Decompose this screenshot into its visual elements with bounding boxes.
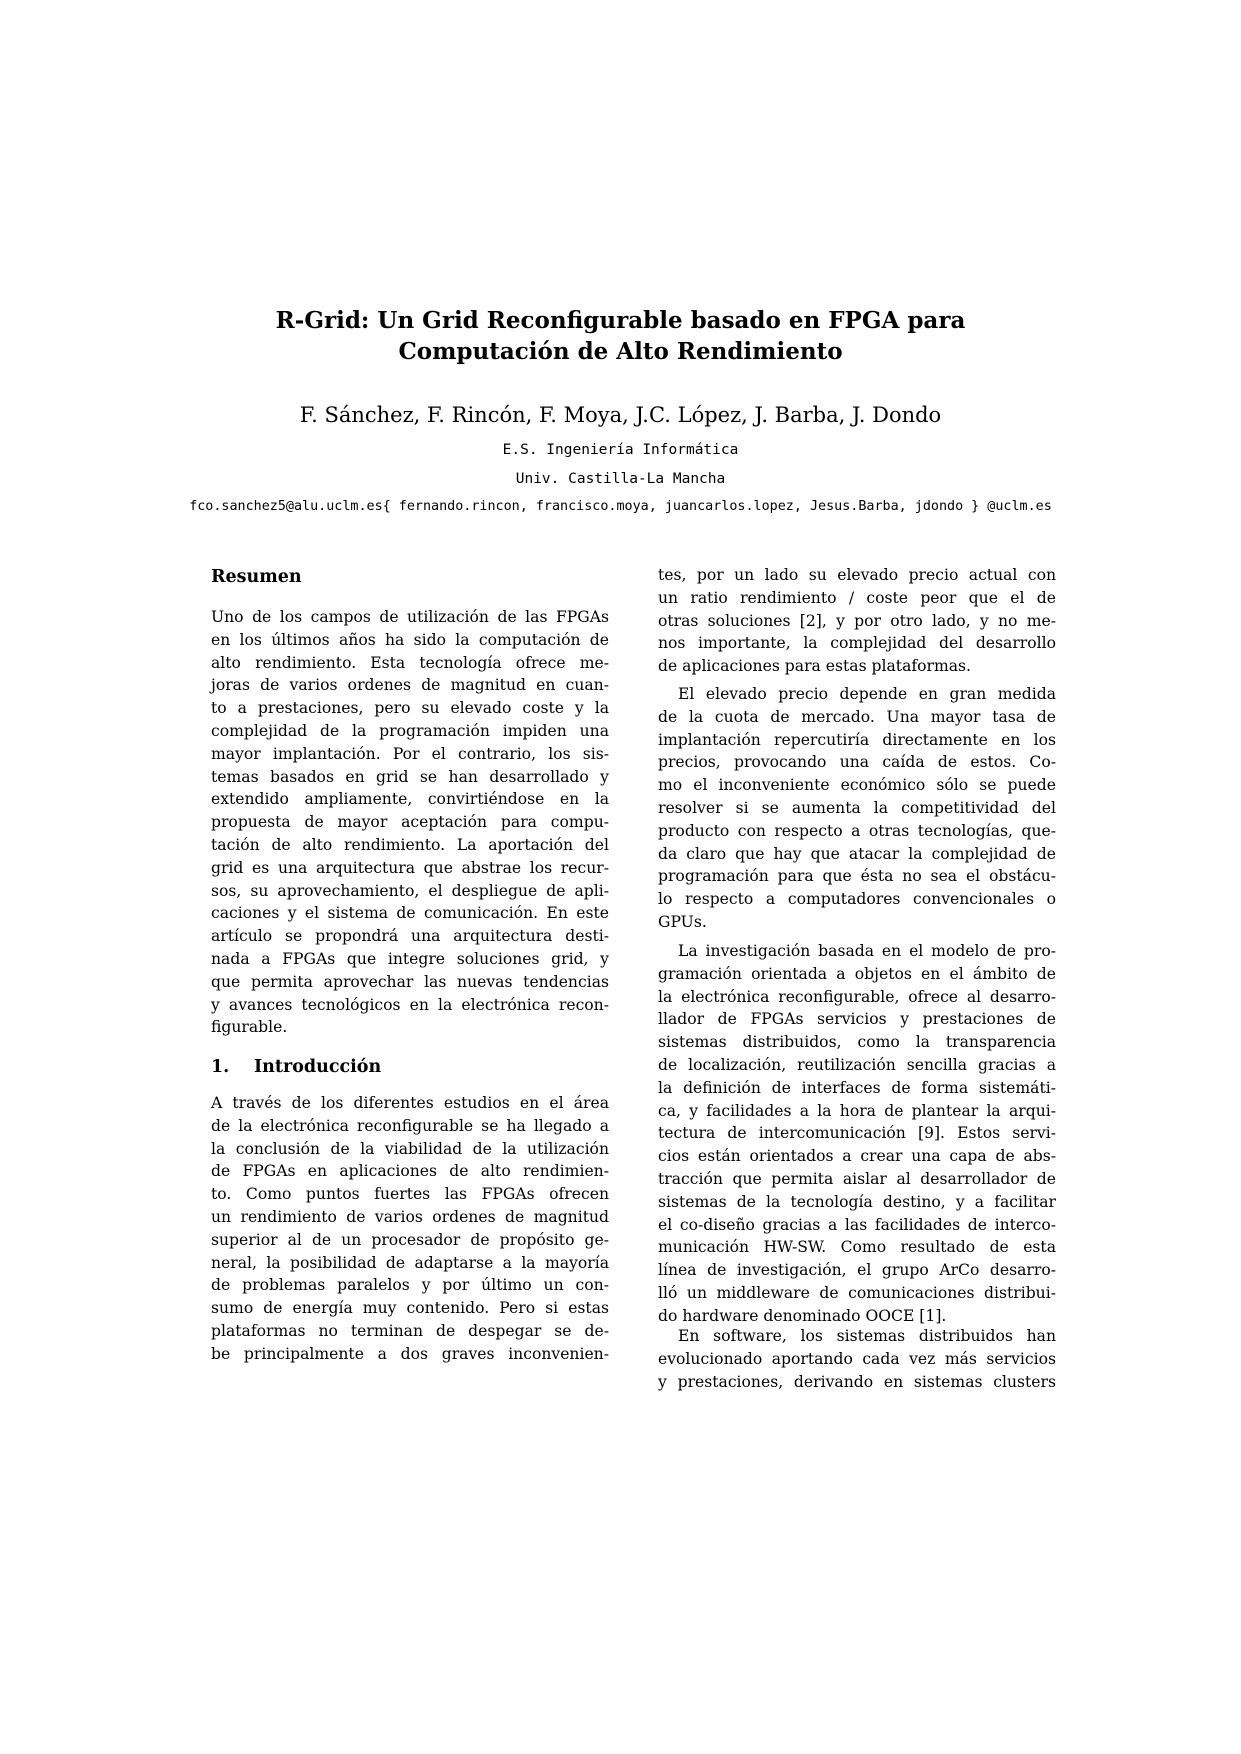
- text-line: GPUs.: [658, 912, 707, 931]
- text-line: mayor implantación. Por el contrario, los sis-: [211, 744, 609, 763]
- text-line: resolver si se aumenta la competitividad del: [658, 798, 1056, 817]
- text-line: ca, y facilidades a la hora de plantear la arqui-: [658, 1101, 1056, 1120]
- affiliation-school: E.S. Ingeniería Informática: [502, 442, 739, 458]
- text-line: un rendimiento de varios ordenes de magnitud: [211, 1207, 609, 1226]
- text-line: sos, su aprovechamiento, el despliegue de apli-: [211, 881, 609, 900]
- text-line: de problemas paralelos y por último un con-: [211, 1276, 609, 1295]
- text-line: alto rendimiento. Esta tecnología ofrece me-: [211, 653, 609, 672]
- text-line: la conclusión de la viabilidad de la utilización: [211, 1139, 609, 1158]
- text-line: línea de investigación, el grupo ArCo desarro-: [658, 1261, 1056, 1280]
- text-line: de localización, reutilización sencilla gracias a: [658, 1055, 1056, 1074]
- text-line: en los últimos años ha sido la computación de: [211, 630, 609, 649]
- text-line: llador de FPGAs servicios y prestaciones de: [658, 1010, 1056, 1029]
- intro-section-number: 1.: [211, 1057, 230, 1077]
- text-line: joras de varios ordenes de magnitud en cuan-: [211, 676, 609, 695]
- text-line: producto con respecto a otras tecnologías, que-: [658, 821, 1056, 840]
- text-line: lló un middleware de comunicaciones distribui-: [658, 1283, 1056, 1302]
- text-line: grid es una arquitectura que abstrae los recur-: [211, 858, 609, 877]
- title-line-1: R-Grid: Un Grid Reconfigurable basado en FPGA para: [275, 307, 966, 334]
- text-line: El elevado precio depende en gran medida: [678, 685, 1056, 703]
- text-line: to a prestaciones, pero su elevado coste y la: [211, 699, 609, 718]
- text-line: evolucionado aportando cada vez más servicios: [658, 1349, 1056, 1368]
- text-line: artículo se propondrá una arquitectura desti-: [211, 927, 609, 946]
- text-line: otras soluciones [2], y por otro lado, y no me-: [658, 611, 1056, 630]
- text-line: mo el inconveniente económico sólo se puede: [658, 776, 1056, 795]
- text-line: caciones y el sistema de comunicación. En este: [211, 904, 609, 923]
- right-paragraph-1: [658, 564, 1056, 678]
- text-line: temas basados en grid se han desarrollado y: [211, 767, 609, 786]
- text-line: sumo de energía muy contenido. Pero si estas: [211, 1299, 609, 1318]
- text-line: implantación repercutiría directamente en los: [658, 730, 1056, 749]
- text-line: superior al de un procesador de propósito ge-: [211, 1230, 609, 1249]
- right-paragraph-3: [658, 940, 1056, 1328]
- text-line: neral, la posibilidad de adaptarse a la mayoría: [211, 1253, 609, 1272]
- text-line: figurable.: [211, 1018, 288, 1037]
- paper-title: [0, 305, 1241, 367]
- text-line: to. Como puntos fuertes las FPGAs ofrecen: [211, 1185, 609, 1204]
- text-line: plataformas no terminan de despegar se de-: [211, 1321, 609, 1340]
- abstract-body: [211, 606, 609, 1039]
- text-line: tracción que permita aislar al desarrollador de: [658, 1169, 1056, 1188]
- text-line: propuesta de mayor aceptación para compu-: [211, 813, 609, 832]
- text-line: En software, los sistemas distribuidos han: [678, 1327, 1056, 1345]
- text-line: la definición de interfaces de forma sistemáti-: [658, 1078, 1056, 1097]
- text-line: extendido ampliamente, convirtiéndose en la: [211, 790, 609, 809]
- text-line: tectura de intercomunicación [9]. Estos servi-: [658, 1124, 1056, 1143]
- intro-body: [211, 1092, 609, 1366]
- title-line-2: Computación de Alto Rendimiento: [398, 338, 843, 365]
- text-line: de la electrónica reconfigurable se ha llegado a: [211, 1116, 609, 1135]
- text-line: A través de los diferentes estudios en el área: [211, 1094, 609, 1112]
- text-line: de aplicaciones para estas plataformas.: [658, 657, 972, 676]
- text-line: nos importante, la complejidad del desarrollo: [658, 634, 1056, 653]
- text-line: la electrónica reconfigurable, ofrece al desarro-: [658, 987, 1056, 1006]
- text-line: tación de alto rendimiento. La aportación del: [211, 835, 609, 854]
- text-line: el co-diseño gracias a las facilidades de interco-: [658, 1215, 1056, 1234]
- text-line: Uno de los campos de utilización de las FPGAs: [211, 608, 609, 626]
- text-line: y avances tecnológicos en la electrónica recon-: [211, 995, 609, 1014]
- text-line: programación para que ésta no sea el obstácu-: [658, 867, 1056, 886]
- author-list: F. Sánchez, F. Rincón, F. Moya, J.C. López, J. Barba, J. Dondo: [299, 403, 942, 427]
- text-line: cios están orientados a crear una capa de abs-: [658, 1147, 1056, 1166]
- text-line: de FPGAs en aplicaciones de alto rendimien-: [211, 1162, 609, 1181]
- text-line: da claro que hay que atacar la complejidad de: [658, 844, 1056, 863]
- intro-section-title: Introducción: [254, 1057, 382, 1077]
- intro-heading: [211, 1055, 381, 1079]
- affiliation-university: Univ. Castilla-La Mancha: [515, 471, 726, 487]
- abstract-heading: Resumen: [211, 567, 302, 587]
- text-line: tes, por un lado su elevado precio actual con: [658, 566, 1056, 584]
- text-line: gramación orientada a objetos en el ámbito de: [658, 964, 1056, 983]
- text-line: sistemas de la tecnología destino, y a facilitar: [658, 1192, 1056, 1211]
- text-line: La investigación basada en el modelo de pro-: [678, 942, 1056, 960]
- text-line: sistemas distribuidos, como la transparencia: [658, 1033, 1056, 1052]
- right-paragraph-2: [658, 683, 1056, 934]
- text-line: de la cuota de mercado. Una mayor tasa de: [658, 707, 1056, 726]
- text-line: complejidad de la programación impiden una: [211, 721, 609, 740]
- text-line: que permita aprovechar las nuevas tendencias: [211, 972, 609, 991]
- text-line: precios, provocando una caída de estos. Co-: [658, 753, 1056, 772]
- text-line: nada a FPGAs que integre soluciones grid, y: [211, 949, 609, 968]
- text-line: municación HW-SW. Como resultado de esta: [658, 1238, 1056, 1257]
- text-line: un ratio rendimiento / coste peor que el de: [658, 588, 1056, 607]
- text-line: lo respecto a computadores convencionales o: [658, 890, 1056, 909]
- text-line: do hardware denominado OOCE [1].: [658, 1306, 947, 1325]
- author-emails: fco.sanchez5@alu.uclm.es{ fernando.rincon, francisco.moya, juancarlos.lopez, Jesus.Barba, jdondo } @uclm.es: [189, 499, 1052, 514]
- text-line: y prestaciones, derivando en sistemas clusters: [658, 1372, 1056, 1391]
- right-paragraph-4: [658, 1325, 1056, 1393]
- text-line: be principalmente a dos graves inconvenien-: [211, 1344, 609, 1363]
